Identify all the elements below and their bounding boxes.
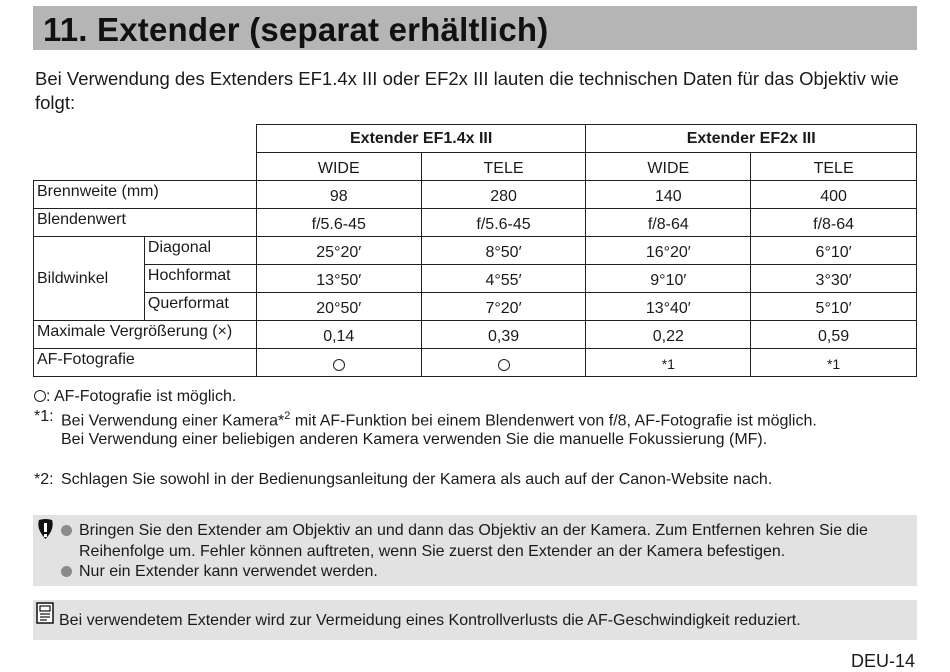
memo-text: Bei verwendetem Extender wird zur Vermeidung eines Kontrollverlusts die AF-Geschwindigkeit reduziert.: [59, 612, 801, 629]
table-cell: 0,59: [751, 321, 917, 349]
extender-spec-table: [33, 124, 917, 377]
table-row: [34, 321, 917, 349]
spacer: [34, 450, 914, 470]
row-label-af: AF-Fotografie: [34, 349, 257, 377]
table-cell: 6°10′: [751, 237, 917, 265]
note-circle-text: : AF-Fotografie ist möglich.: [46, 388, 237, 405]
table-cell: 4°55′: [421, 265, 586, 293]
table-cell: 13°50′: [256, 265, 421, 293]
caution-box: [33, 515, 917, 586]
intro-paragraph: Bei Verwendung des Extenders EF1.4x III oder EF2x III lauten die technischen Daten für das Objektiv wie folgt:: [35, 68, 899, 113]
memo-box: [33, 600, 917, 640]
table-cell: f/8-64: [751, 209, 917, 237]
af-note-cell: [586, 349, 751, 377]
table-cell: 7°20′: [421, 293, 586, 321]
table-cell: 20°50′: [256, 293, 421, 321]
table-cell: 400: [751, 181, 917, 209]
table-row: [34, 237, 917, 265]
header-blank-cell: [34, 125, 257, 181]
footnotes: [34, 387, 914, 489]
table-header-row: [34, 125, 917, 153]
row-label-querformat: Querformat: [144, 293, 256, 321]
row-label-hochformat: Hochformat: [144, 265, 256, 293]
note-1-sup: 2: [284, 409, 291, 422]
af-possible-cell: [256, 349, 421, 377]
indent: [34, 430, 61, 450]
table-cell: 140: [586, 181, 751, 209]
note-1: [34, 407, 914, 431]
row-label-blendenwert: Blendenwert: [34, 209, 257, 237]
note-1-text-a: Bei Verwendung einer Kamera*: [61, 411, 285, 429]
subheader-cell: TELE: [751, 153, 917, 181]
table-row: [34, 209, 917, 237]
table-cell: 13°40′: [586, 293, 751, 321]
table-cell: 5°10′: [751, 293, 917, 321]
row-label-brennweite: Brennweite (mm): [34, 181, 257, 209]
caution-item-text: Nur ein Extender kann verwendet werden.: [79, 563, 378, 580]
table-cell: f/8-64: [586, 209, 751, 237]
table-row: [34, 181, 917, 209]
row-label-diagonal: Diagonal: [144, 237, 256, 265]
table-cell: 16°20′: [586, 237, 751, 265]
table-cell: 9°10′: [586, 265, 751, 293]
section-title: 11. Extender (separat erhältlich): [43, 11, 549, 48]
note-2: [34, 470, 914, 490]
subheader-cell: TELE: [421, 153, 586, 181]
row-label-bildwinkel: Bildwinkel: [34, 237, 145, 321]
row-label-vergroesserung: Maximale Vergrößerung (×): [34, 321, 257, 349]
bullet-icon: [61, 521, 79, 562]
note-1-continued: [34, 430, 914, 450]
table-cell: 0,39: [421, 321, 586, 349]
caution-item: [61, 521, 911, 562]
footnote-ref: *1: [826, 356, 841, 372]
section-title-bar: [33, 6, 917, 50]
note-2-mark: *2:: [34, 470, 54, 488]
circle-icon: [498, 359, 510, 371]
note-1-line-2: Bei Verwendung einer beliebigen anderen Kamera verwenden Sie die manuelle Fokussierung (MF).: [61, 431, 768, 449]
table-row: [34, 265, 917, 293]
note-1-mark: *1:: [34, 407, 54, 425]
circle-icon: [333, 359, 345, 371]
caution-item: [61, 562, 911, 583]
note-1-line-1: [61, 407, 817, 431]
table-cell: 98: [256, 181, 421, 209]
footnote-ref: *1: [661, 356, 675, 372]
note-1-text-b: mit AF-Funktion bei einem Blendenwert von f/8, AF-Fotografie ist möglich.: [290, 411, 817, 429]
table-cell: 8°50′: [421, 237, 586, 265]
subheader-cell: WIDE: [586, 153, 751, 181]
subheader-cell: WIDE: [256, 153, 421, 181]
af-possible-cell: [421, 349, 586, 377]
note-2-text: Schlagen Sie sowohl in der Bedienungsanleitung der Kamera als auch auf der Canon-Website nach.: [61, 470, 773, 488]
table-cell: 25°20′: [256, 237, 421, 265]
table-cell: f/5.6-45: [421, 209, 586, 237]
circle-icon: [34, 390, 46, 402]
table-cell: 3°30′: [751, 265, 917, 293]
table-cell: 280: [421, 181, 586, 209]
table-row: [34, 293, 917, 321]
header-ef2: Extender EF2x III: [586, 125, 917, 153]
af-note-cell: [751, 349, 917, 377]
caution-icon: [36, 519, 55, 540]
bullet-icon: [61, 562, 79, 583]
table-row: [34, 349, 917, 377]
memo-icon: [36, 602, 54, 624]
legend-line: [34, 387, 236, 407]
table-cell: f/5.6-45: [256, 209, 421, 237]
note-circle: [34, 387, 914, 407]
table-cell: 0,14: [256, 321, 421, 349]
table-cell: 0,22: [586, 321, 751, 349]
header-ef14: Extender EF1.4x III: [256, 125, 586, 153]
caution-item-text: Bringen Sie den Extender am Objektiv an und dann das Objektiv an der Kamera. Zum Entfernen kehren Sie die Reihenfolge um. Fehler können auftreten, wenn Sie zuerst den Extender an der Kamera befestigen.: [79, 522, 868, 560]
page-number: DEU-14: [850, 651, 915, 671]
